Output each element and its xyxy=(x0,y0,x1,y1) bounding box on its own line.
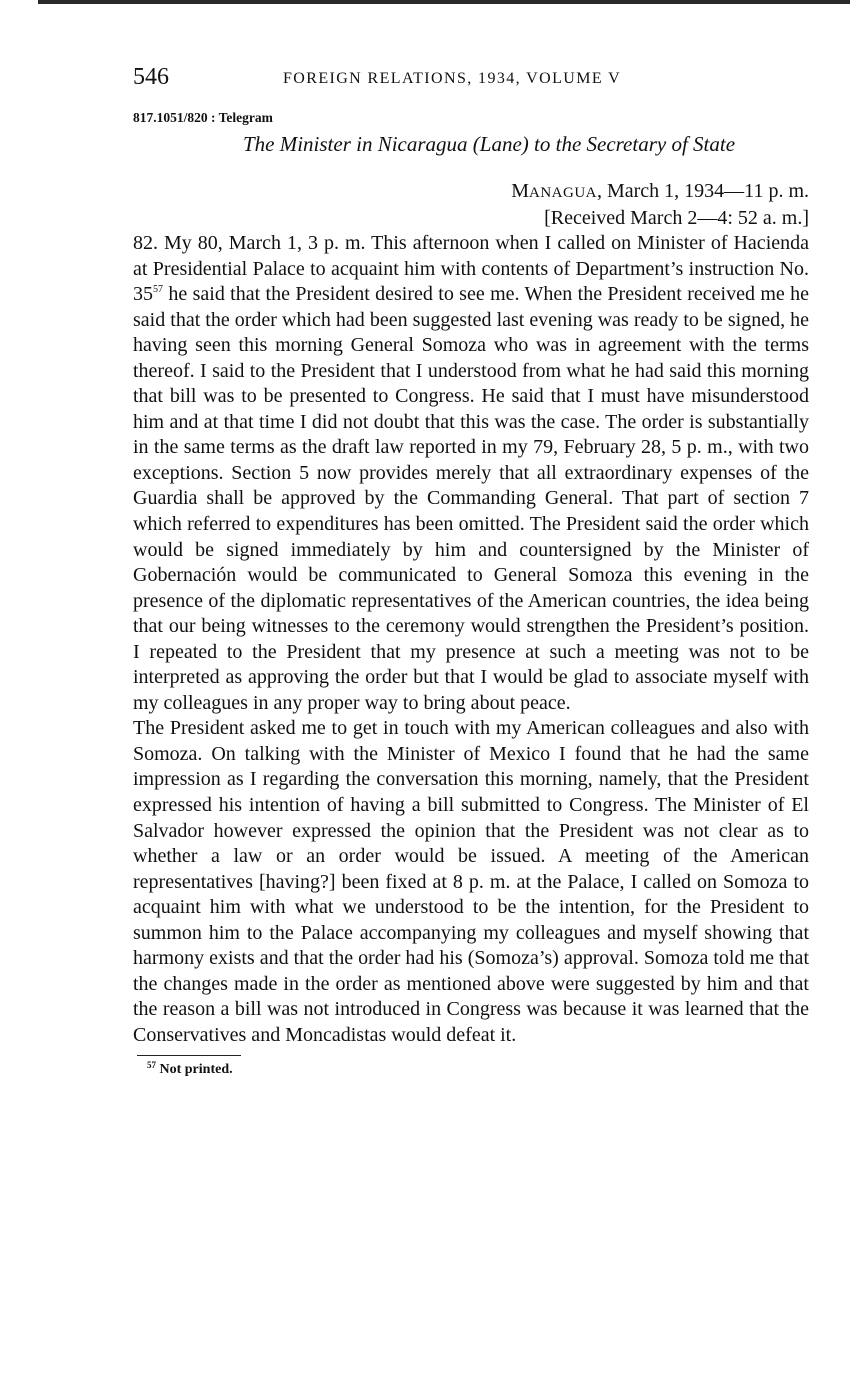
dateline-place-rest: ANAGUA xyxy=(528,185,597,201)
page-header xyxy=(133,62,809,96)
dateline xyxy=(133,179,809,231)
file-reference: 817.1051/820 : Telegram xyxy=(133,110,273,125)
document-page xyxy=(133,62,809,1078)
received-line: [Received March 2—4: 52 a. m.] xyxy=(544,207,809,229)
page-number: 546 xyxy=(133,64,169,90)
dateline-date: , March 1, 1934—11 p. m. xyxy=(596,180,809,202)
running-head: FOREIGN RELATIONS, 1934, VOLUME V xyxy=(283,70,622,87)
paragraph-1-part-a: 82. My 80, March 1, 3 p. m. This afternoon when I called on Minister of Hacienda at Presidential Palace to acquaint him with contents of Department’s instruction No. 35 xyxy=(133,232,809,306)
paragraph-2: The President asked me to get in touch with my American colleagues and also with Somoza. On talking with the Minister of Mexico I found that he had the same impression as I regarding the conversation this morning, namely, that the President expressed his intention of having a bill submitted to Congress. The Minister of El Salvador however expressed the opinion that the President was not clear as to whether a law or an order would be issued. A meeting of the American representatives [having?] been fixed at 8 p. m. at the Palace, I called on Somoza to acquaint him with what we understood to be the intention, for the President to summon him to the Palace accompanying my colleagues and myself showing that harmony exists and that the order had his (Somoza’s) approval. Somoza told me that the changes made in the order as mentioned above were suggested by him and that the reason a bill was not introduced in Congress was because it was learned that the Conservatives and Moncadistas would defeat it. xyxy=(133,717,809,1046)
footnote-rule xyxy=(137,1055,241,1056)
document-title: The Minister in Nicaragua (Lane) to the Secretary of State xyxy=(242,132,736,156)
footnote-marker: 57 xyxy=(147,1059,156,1070)
telegram-body xyxy=(133,231,809,1049)
dateline-place-initial: M xyxy=(511,180,529,202)
footnote-text: Not printed. xyxy=(156,1061,233,1077)
dateline-place-date xyxy=(133,179,809,206)
footnote xyxy=(147,1059,809,1078)
top-border-rule xyxy=(38,0,850,4)
paragraph-1-part-b: he said that the President desired to see me. When the President received me he said that the order which had been suggested last evening was ready to be signed, he having seen this morning General Somoza who was in agreement with the terms thereof. I said to the President that I understood from what he had said this morning that bill was to be presented to Congress. He said that I must have misunderstood him and at that time I did not doubt that this was the case. The order is substantially in the same terms as the draft law reported in my 79, February 28, 5 p. m., with two exceptions. Section 5 now provides merely that all extraordinary expenses of the Guardia shall be approved by the Commanding General. That part of section 7 which referred to expenditures has been omitted. The President said the order which would be signed immediately by him and countersigned by the Minister of Gobernación would be communicated to General Somoza this evening in the presence of the diplomatic representatives of the American countries, the idea being that our being witnesses to the ceremony would strengthen the President’s position. I repeated to the President that my presence at such a meeting was not to be interpreted as approving the order but that I would be glad to associate myself with my colleagues in any proper way to bring about peace. xyxy=(133,283,809,714)
footnote-reference: 57 xyxy=(153,284,163,296)
paragraph-1 xyxy=(133,231,809,716)
